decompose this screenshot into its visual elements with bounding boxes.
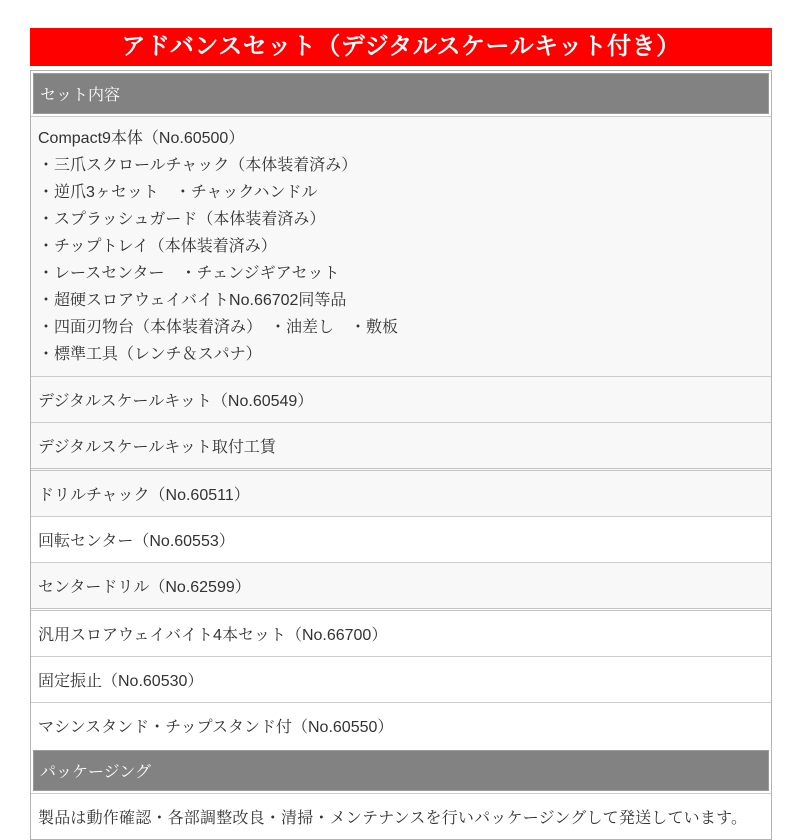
product-description-panel: [30, 28, 772, 840]
set-main-item-line: ・チップトレイ（本体装着済み）: [38, 238, 277, 255]
set-main-item-line: Compact9本体（No.60500）: [38, 130, 245, 147]
section-header-set-contents: セット内容: [33, 73, 769, 114]
set-item-row: 固定振止（No.60530）: [31, 656, 771, 702]
set-item-row: 汎用スロアウェイバイト4本セット（No.66700）: [31, 608, 771, 656]
set-main-item-cell: [31, 116, 771, 376]
set-main-item-line: ・スプラッシュガード（本体装着済み）: [38, 211, 326, 228]
set-item-row: センタードリル（No.62599）: [31, 562, 771, 608]
set-item-row: マシンスタンド・チップスタンド付（No.60550）: [31, 702, 771, 748]
set-item-row: デジタルスケールキット取付工賃: [31, 422, 771, 468]
set-main-item-line: ・逆爪3ヶセット ・チャックハンドル: [38, 184, 318, 201]
set-item-row: ドリルチャック（No.60511）: [31, 468, 771, 516]
section-header-packaging: パッケージング: [33, 750, 769, 791]
set-main-item-line: ・四面刃物台（本体装着済み） ・油差し ・敷板: [38, 319, 399, 336]
packaging-note: 製品は動作確認・各部調整改良・清掃・メンテナンスを行いパッケージングして発送しています。: [31, 793, 771, 839]
set-item-row: 回転センター（No.60553）: [31, 516, 771, 562]
product-set-title: アドバンスセット（デジタルスケールキット付き）: [30, 28, 772, 66]
set-main-item-line: ・三爪スクロールチャック（本体装着済み）: [38, 157, 358, 174]
set-main-item-line: ・標準工具（レンチ＆スパナ）: [38, 346, 262, 363]
spec-table: [30, 70, 772, 840]
set-main-item-line: ・レースセンター ・チェンジギアセット: [38, 265, 340, 282]
set-item-row: デジタルスケールキット（No.60549）: [31, 376, 771, 422]
set-main-item-line: ・超硬スロアウェイバイトNo.66702同等品: [38, 292, 347, 309]
